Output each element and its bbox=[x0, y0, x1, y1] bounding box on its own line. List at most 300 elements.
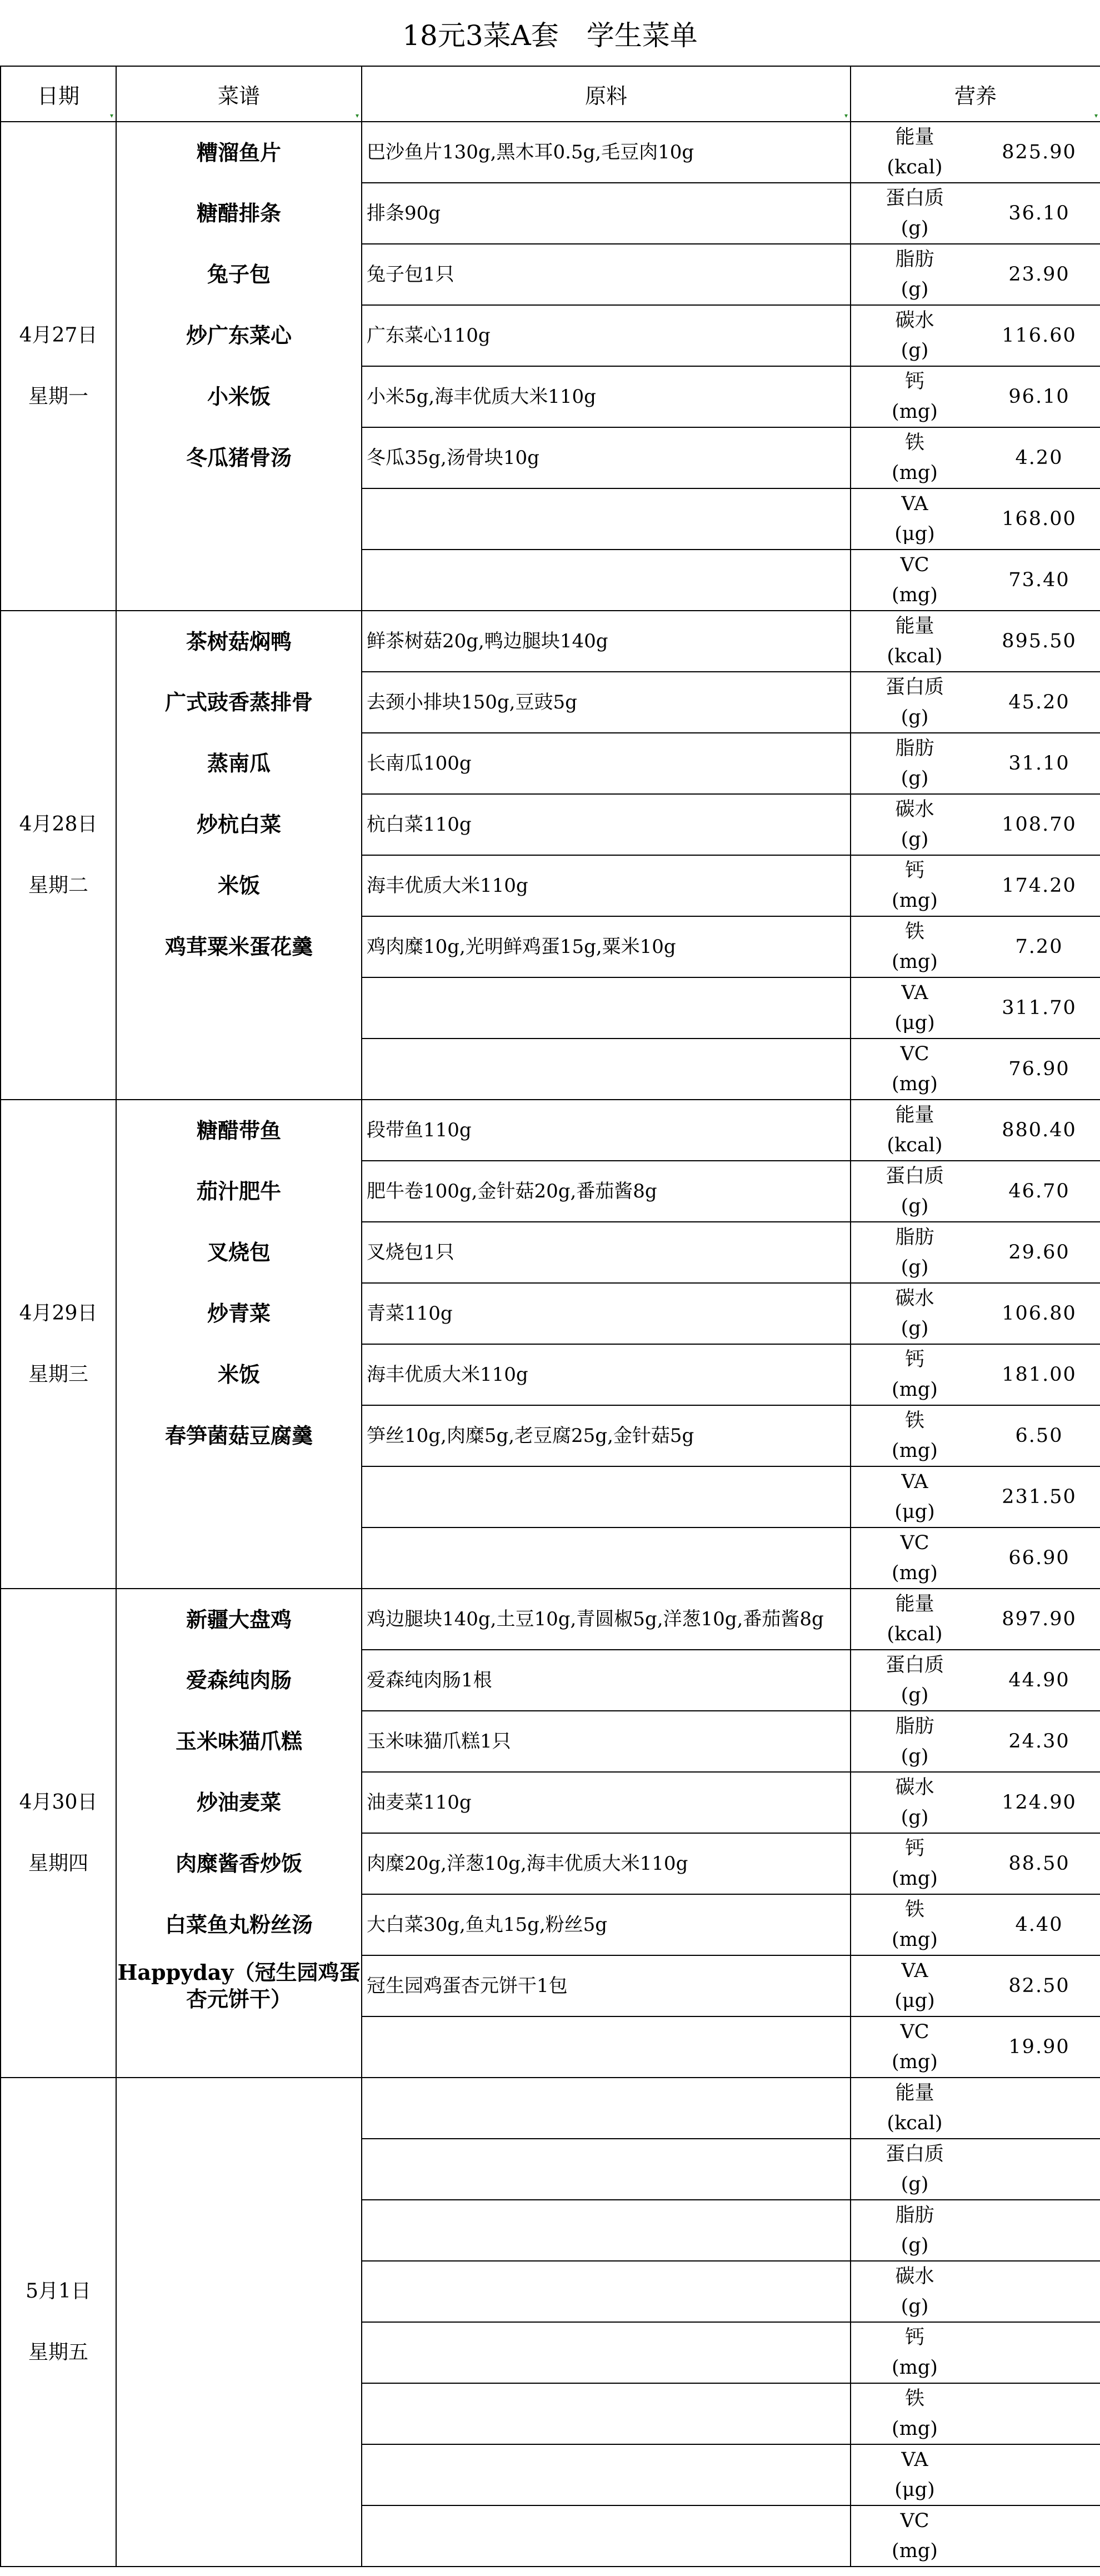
ingredient-cell[interactable]: 笋丝10g,肉糜5g,老豆腐25g,金针菇5g bbox=[362, 1405, 851, 1466]
nutrient-name: VA bbox=[901, 2449, 928, 2471]
ingredient-cell[interactable]: 油麦菜110g bbox=[362, 1772, 851, 1833]
nutrient-name: 能量 bbox=[895, 1104, 934, 1126]
weekday-label: 星期二 bbox=[28, 874, 88, 897]
nutrient-name: VA bbox=[901, 1471, 928, 1493]
nutrient-unit: (g) bbox=[901, 1745, 929, 1768]
nutrient-label-cell[interactable] bbox=[851, 2505, 978, 2567]
table-row bbox=[1, 1833, 1100, 1894]
nutrient-value-cell[interactable]: 76.90 bbox=[978, 1039, 1100, 1100]
ingredient-cell[interactable] bbox=[362, 2200, 851, 2261]
nutrient-value-cell[interactable]: 66.90 bbox=[978, 1527, 1100, 1589]
nutrient-value-cell[interactable]: 108.70 bbox=[978, 794, 1100, 855]
nutrient-name: 铁 bbox=[904, 2388, 924, 2410]
table-row bbox=[1, 1283, 1100, 1344]
table-row bbox=[1, 1405, 1100, 1466]
dish-cell[interactable]: 白菜鱼丸粉丝汤 bbox=[116, 1894, 362, 1955]
table-row bbox=[1, 305, 1100, 366]
nutrient-unit: (kcal) bbox=[887, 1623, 943, 1645]
nutrient-value-cell[interactable]: 44.90 bbox=[978, 1650, 1100, 1711]
ingredient-cell[interactable] bbox=[362, 977, 851, 1039]
nutrient-value-cell[interactable]: 168.00 bbox=[978, 488, 1100, 550]
nutrient-label-cell[interactable] bbox=[851, 2322, 978, 2383]
nutrient-value-cell[interactable] bbox=[978, 2078, 1100, 2139]
date-cell[interactable] bbox=[1, 1589, 116, 2078]
nutrient-name: VA bbox=[901, 982, 928, 1004]
ingredient-cell[interactable] bbox=[362, 2383, 851, 2444]
ingredient-cell[interactable]: 鸡边腿块140g,土豆10g,青圆椒5g,洋葱10g,番茄酱8g bbox=[362, 1589, 851, 1650]
nutrient-name: 脂肪 bbox=[895, 1226, 934, 1249]
nutrient-value-cell[interactable]: 116.60 bbox=[978, 305, 1100, 366]
table-row bbox=[1, 2322, 1100, 2383]
nutrient-label-cell[interactable] bbox=[851, 2016, 978, 2078]
dish-cell[interactable]: 炒油麦菜 bbox=[116, 1772, 362, 1833]
table-row bbox=[1, 672, 1100, 733]
nutrient-name: 铁 bbox=[904, 1410, 924, 1432]
dish-cell[interactable]: 小米饭 bbox=[116, 366, 362, 427]
nutrient-label-cell[interactable] bbox=[851, 611, 978, 672]
ingredient-cell[interactable]: 玉米味猫爪糕1只 bbox=[362, 1711, 851, 1772]
weekday-label: 星期五 bbox=[28, 2341, 88, 2364]
nutrient-label-cell[interactable] bbox=[851, 1161, 978, 1222]
ingredient-cell[interactable] bbox=[362, 488, 851, 550]
ingredient-cell[interactable]: 叉烧包1只 bbox=[362, 1222, 851, 1283]
nutrient-value-cell[interactable]: 29.60 bbox=[978, 1222, 1100, 1283]
ingredient-cell[interactable] bbox=[362, 2505, 851, 2567]
ingredient-cell[interactable] bbox=[362, 1466, 851, 1527]
nutrient-name: 碳水 bbox=[895, 309, 934, 332]
filter-dropdown-icon[interactable]: ▾ bbox=[844, 112, 848, 119]
nutrient-name: 碳水 bbox=[895, 798, 934, 821]
dish-cell[interactable]: 糖醋排条 bbox=[116, 183, 362, 244]
nutrient-unit: (kcal) bbox=[887, 156, 943, 178]
nutrient-label-cell[interactable] bbox=[851, 1589, 978, 1650]
nutrient-value-cell[interactable]: 181.00 bbox=[978, 1344, 1100, 1405]
nutrient-name: VC bbox=[900, 2021, 929, 2043]
table-row bbox=[1, 244, 1100, 305]
nutrient-label-cell[interactable] bbox=[851, 1955, 978, 2016]
nutrient-name: 铁 bbox=[904, 921, 924, 943]
nutrient-value-cell[interactable] bbox=[978, 2444, 1100, 2505]
dish-cell[interactable]: 炒青菜 bbox=[116, 1283, 362, 1344]
nutrient-label-cell[interactable] bbox=[851, 1222, 978, 1283]
nutrient-value-cell[interactable]: 36.10 bbox=[978, 183, 1100, 244]
nutrient-unit: (g) bbox=[901, 767, 929, 790]
nutrient-unit: (mg) bbox=[892, 1073, 938, 1095]
nutrient-name: 脂肪 bbox=[895, 737, 934, 760]
date-cell[interactable] bbox=[1, 2078, 116, 2567]
nutrient-unit: (g) bbox=[901, 1317, 929, 1340]
ingredient-cell[interactable] bbox=[362, 2261, 851, 2322]
nutrient-name: 蛋白质 bbox=[885, 1654, 944, 1676]
nutrient-label-cell[interactable] bbox=[851, 794, 978, 855]
nutrient-label-cell[interactable] bbox=[851, 977, 978, 1039]
dish-cell[interactable] bbox=[116, 2444, 362, 2505]
nutrient-value-cell[interactable]: 96.10 bbox=[978, 366, 1100, 427]
nutrient-value-cell[interactable]: 124.90 bbox=[978, 1772, 1100, 1833]
nutrient-unit: (μg) bbox=[894, 1501, 935, 1523]
nutrient-label-cell[interactable] bbox=[851, 1650, 978, 1711]
ingredient-cell[interactable]: 兔子包1只 bbox=[362, 244, 851, 305]
dish-cell[interactable]: 鸡茸粟米蛋花羹 bbox=[116, 916, 362, 977]
ingredient-cell[interactable]: 海丰优质大米110g bbox=[362, 1344, 851, 1405]
nutrient-label-cell[interactable] bbox=[851, 733, 978, 794]
nutrient-unit: (g) bbox=[901, 828, 929, 851]
nutrient-name: 碳水 bbox=[895, 1287, 934, 1310]
ingredient-cell[interactable] bbox=[362, 2139, 851, 2200]
dish-cell[interactable] bbox=[116, 488, 362, 550]
nutrient-label-cell[interactable] bbox=[851, 427, 978, 488]
menu-table bbox=[0, 66, 1100, 2567]
dish-cell[interactable]: 茶树菇焖鸭 bbox=[116, 611, 362, 672]
table-row bbox=[1, 2016, 1100, 2078]
nutrient-value-cell[interactable]: 174.20 bbox=[978, 855, 1100, 916]
nutrient-name: 能量 bbox=[895, 1593, 934, 1615]
dish-cell[interactable] bbox=[116, 2505, 362, 2567]
dish-cell[interactable]: 冬瓜猪骨汤 bbox=[116, 427, 362, 488]
nutrient-unit: (mg) bbox=[892, 951, 938, 973]
nutrient-label-cell[interactable] bbox=[851, 305, 978, 366]
nutrient-unit: (mg) bbox=[892, 462, 938, 484]
ingredient-cell[interactable] bbox=[362, 2322, 851, 2383]
nutrient-label-cell[interactable] bbox=[851, 122, 978, 183]
nutrient-unit: (μg) bbox=[894, 1990, 935, 2012]
dish-cell[interactable]: 爱森纯肉肠 bbox=[116, 1650, 362, 1711]
nutrient-label-cell[interactable] bbox=[851, 1894, 978, 1955]
ingredient-cell[interactable]: 小米5g,海丰优质大米110g bbox=[362, 366, 851, 427]
ingredient-cell[interactable]: 排条90g bbox=[362, 183, 851, 244]
nutrient-unit: (g) bbox=[901, 1806, 929, 1829]
dish-cell[interactable]: 茄汁肥牛 bbox=[116, 1161, 362, 1222]
nutrient-label-cell[interactable] bbox=[851, 1833, 978, 1894]
nutrient-label-cell[interactable] bbox=[851, 183, 978, 244]
dish-cell[interactable] bbox=[116, 2078, 362, 2139]
header-ingredients[interactable] bbox=[362, 66, 851, 122]
nutrient-value-cell[interactable] bbox=[978, 2383, 1100, 2444]
ingredient-cell[interactable] bbox=[362, 1039, 851, 1100]
dish-cell[interactable]: 玉米味猫爪糕 bbox=[116, 1711, 362, 1772]
table-row bbox=[1, 488, 1100, 550]
nutrient-label-cell[interactable] bbox=[851, 855, 978, 916]
nutrient-label-cell[interactable] bbox=[851, 550, 978, 611]
nutrient-name: 蛋白质 bbox=[885, 676, 944, 698]
ingredient-cell[interactable]: 青菜110g bbox=[362, 1283, 851, 1344]
nutrient-label-cell[interactable] bbox=[851, 244, 978, 305]
ingredient-cell[interactable]: 冬瓜35g,汤骨块10g bbox=[362, 427, 851, 488]
nutrient-label-cell[interactable] bbox=[851, 2078, 978, 2139]
table-row bbox=[1, 2139, 1100, 2200]
nutrient-value-cell[interactable]: 825.90 bbox=[978, 122, 1100, 183]
dish-cell[interactable] bbox=[116, 1466, 362, 1527]
table-row bbox=[1, 794, 1100, 855]
dish-cell[interactable]: 米饭 bbox=[116, 1344, 362, 1405]
table-row bbox=[1, 1955, 1100, 2016]
dish-cell[interactable] bbox=[116, 2261, 362, 2322]
ingredient-cell[interactable]: 冠生园鸡蛋杏元饼干1包 bbox=[362, 1955, 851, 2016]
nutrient-value-cell[interactable]: 106.80 bbox=[978, 1283, 1100, 1344]
nutrient-label-cell[interactable] bbox=[851, 916, 978, 977]
ingredient-cell[interactable] bbox=[362, 2078, 851, 2139]
nutrient-name: 脂肪 bbox=[895, 2204, 934, 2226]
nutrient-name: 能量 bbox=[895, 615, 934, 637]
nutrient-value-cell[interactable]: 46.70 bbox=[978, 1161, 1100, 1222]
date-label: 4月30日 bbox=[19, 1791, 98, 1814]
nutrient-name: 碳水 bbox=[895, 2265, 934, 2288]
nutrient-label-cell[interactable] bbox=[851, 1711, 978, 1772]
page-title: 18元3菜A套 学生菜单 bbox=[402, 19, 698, 52]
nutrient-unit: (μg) bbox=[894, 1012, 935, 1034]
table-row bbox=[1, 611, 1100, 672]
nutrient-unit: (mg) bbox=[892, 1379, 938, 1401]
dish-cell[interactable] bbox=[116, 977, 362, 1039]
header-nutrition[interactable] bbox=[851, 66, 1100, 122]
weekday-label: 星期四 bbox=[28, 1852, 88, 1875]
dish-cell[interactable] bbox=[116, 2139, 362, 2200]
ingredient-cell[interactable]: 广东菜心110g bbox=[362, 305, 851, 366]
nutrient-value-cell[interactable] bbox=[978, 2200, 1100, 2261]
nutrient-label-cell[interactable] bbox=[851, 1527, 978, 1589]
table-row bbox=[1, 1894, 1100, 1955]
nutrient-name: 蛋白质 bbox=[885, 187, 944, 209]
table-row bbox=[1, 1772, 1100, 1833]
nutrient-label-cell[interactable] bbox=[851, 2139, 978, 2200]
nutrient-name: 能量 bbox=[895, 2082, 934, 2104]
nutrient-unit: (mg) bbox=[892, 1929, 938, 1951]
nutrient-label-cell[interactable] bbox=[851, 2383, 978, 2444]
table-row bbox=[1, 2078, 1100, 2139]
table-row bbox=[1, 1100, 1100, 1161]
nutrient-name: 钙 bbox=[904, 2327, 924, 2349]
ingredient-cell[interactable]: 肉糜20g,洋葱10g,海丰优质大米110g bbox=[362, 1833, 851, 1894]
table-row bbox=[1, 916, 1100, 977]
nutrient-unit: (g) bbox=[901, 2173, 929, 2195]
header-dish-label: 菜谱 bbox=[217, 83, 260, 108]
table-row bbox=[1, 733, 1100, 794]
nutrient-unit: (mg) bbox=[892, 2540, 938, 2562]
ingredient-cell[interactable] bbox=[362, 1527, 851, 1589]
table-row bbox=[1, 1527, 1100, 1589]
weekday-label: 星期三 bbox=[28, 1363, 88, 1386]
dish-cell[interactable] bbox=[116, 550, 362, 611]
table-row bbox=[1, 855, 1100, 916]
nutrient-unit: (g) bbox=[901, 706, 929, 728]
nutrient-value-cell[interactable]: 31.10 bbox=[978, 733, 1100, 794]
nutrient-name: 脂肪 bbox=[895, 248, 934, 271]
dish-cell[interactable]: 蒸南瓜 bbox=[116, 733, 362, 794]
nutrient-name: 铁 bbox=[904, 1899, 924, 1921]
ingredient-cell[interactable] bbox=[362, 2444, 851, 2505]
nutrient-unit: (mg) bbox=[892, 1868, 938, 1890]
nutrient-label-cell[interactable] bbox=[851, 1466, 978, 1527]
nutrient-value-cell[interactable]: 82.50 bbox=[978, 1955, 1100, 2016]
nutrient-value-cell[interactable] bbox=[978, 2261, 1100, 2322]
nutrient-value-cell[interactable] bbox=[978, 2322, 1100, 2383]
date-label: 4月28日 bbox=[19, 813, 98, 836]
nutrient-name: 能量 bbox=[895, 126, 934, 148]
nutrient-value-cell[interactable]: 88.50 bbox=[978, 1833, 1100, 1894]
table-row bbox=[1, 977, 1100, 1039]
nutrient-name: VA bbox=[901, 1960, 928, 1982]
nutrient-label-cell[interactable] bbox=[851, 1344, 978, 1405]
date-cell[interactable] bbox=[1, 1100, 116, 1589]
ingredient-cell[interactable] bbox=[362, 2016, 851, 2078]
nutrient-unit: (g) bbox=[901, 1256, 929, 1279]
nutrient-unit: (mg) bbox=[892, 1440, 938, 1462]
dish-cell[interactable] bbox=[116, 2322, 362, 2383]
nutrient-name: 脂肪 bbox=[895, 1715, 934, 1738]
dish-cell[interactable]: 春笋菌菇豆腐羹 bbox=[116, 1405, 362, 1466]
table-row bbox=[1, 1039, 1100, 1100]
table-row bbox=[1, 2444, 1100, 2505]
ingredient-cell[interactable]: 杭白菜110g bbox=[362, 794, 851, 855]
dish-cell[interactable] bbox=[116, 1039, 362, 1100]
nutrient-unit: (kcal) bbox=[887, 645, 943, 667]
ingredient-cell[interactable]: 巴沙鱼片130g,黑木耳0.5g,毛豆肉10g bbox=[362, 122, 851, 183]
nutrient-label-cell[interactable] bbox=[851, 2444, 978, 2505]
ingredient-cell[interactable]: 大白菜30g,鱼丸15g,粉丝5g bbox=[362, 1894, 851, 1955]
nutrient-unit: (g) bbox=[901, 1195, 929, 1217]
nutrient-value-cell[interactable]: 24.30 bbox=[978, 1711, 1100, 1772]
nutrient-unit: (μg) bbox=[894, 523, 935, 545]
nutrient-value-cell[interactable]: 73.40 bbox=[978, 550, 1100, 611]
nutrient-label-cell[interactable] bbox=[851, 1039, 978, 1100]
filter-dropdown-icon[interactable]: ▾ bbox=[355, 112, 359, 119]
nutrient-unit: (g) bbox=[901, 1684, 929, 1706]
header-date-label: 日期 bbox=[37, 83, 79, 108]
nutrient-label-cell[interactable] bbox=[851, 1405, 978, 1466]
ingredient-cell[interactable]: 段带鱼110g bbox=[362, 1100, 851, 1161]
nutrient-value-cell[interactable]: 311.70 bbox=[978, 977, 1100, 1039]
nutrient-name: VC bbox=[900, 1532, 929, 1554]
nutrient-name: 钙 bbox=[904, 1349, 924, 1371]
nutrient-label-cell[interactable] bbox=[851, 366, 978, 427]
table-row bbox=[1, 183, 1100, 244]
table-row bbox=[1, 2261, 1100, 2322]
header-row bbox=[1, 66, 1100, 122]
nutrient-value-cell[interactable]: 23.90 bbox=[978, 244, 1100, 305]
nutrient-name: 蛋白质 bbox=[885, 1165, 944, 1187]
ingredient-cell[interactable]: 鲜茶树菇20g,鸭边腿块140g bbox=[362, 611, 851, 672]
nutrient-value-cell[interactable] bbox=[978, 2505, 1100, 2567]
menu-body bbox=[1, 122, 1100, 2567]
nutrient-value-cell[interactable]: 7.20 bbox=[978, 916, 1100, 977]
dish-cell[interactable]: Happyday（冠生园鸡蛋杏元饼干） bbox=[116, 1955, 362, 2016]
nutrient-name: 碳水 bbox=[895, 1776, 934, 1799]
dish-cell[interactable]: 新疆大盘鸡 bbox=[116, 1589, 362, 1650]
ingredient-cell[interactable] bbox=[362, 550, 851, 611]
dish-cell[interactable] bbox=[116, 1527, 362, 1589]
nutrient-unit: (g) bbox=[901, 2234, 929, 2257]
nutrient-name: 蛋白质 bbox=[885, 2143, 944, 2165]
table-row bbox=[1, 2383, 1100, 2444]
date-cell[interactable] bbox=[1, 611, 116, 1100]
nutrient-unit: (kcal) bbox=[887, 1134, 943, 1156]
ingredient-cell[interactable]: 鸡肉糜10g,光明鲜鸡蛋15g,粟米10g bbox=[362, 916, 851, 977]
nutrient-value-cell[interactable]: 19.90 bbox=[978, 2016, 1100, 2078]
nutrient-label-cell[interactable] bbox=[851, 2261, 978, 2322]
nutrient-label-cell[interactable] bbox=[851, 672, 978, 733]
nutrient-value-cell[interactable] bbox=[978, 2139, 1100, 2200]
nutrient-unit: (mg) bbox=[892, 401, 938, 423]
table-row bbox=[1, 1711, 1100, 1772]
table-row bbox=[1, 366, 1100, 427]
dish-cell[interactable]: 糟溜鱼片 bbox=[116, 122, 362, 183]
nutrient-label-cell[interactable] bbox=[851, 1100, 978, 1161]
nutrient-unit: (mg) bbox=[892, 1562, 938, 1584]
nutrient-value-cell[interactable]: 4.40 bbox=[978, 1894, 1100, 1955]
table-row bbox=[1, 2505, 1100, 2567]
weekday-label: 星期一 bbox=[28, 385, 88, 408]
ingredient-cell[interactable]: 海丰优质大米110g bbox=[362, 855, 851, 916]
dish-cell[interactable] bbox=[116, 2200, 362, 2261]
nutrient-unit: (mg) bbox=[892, 2357, 938, 2379]
nutrient-value-cell[interactable]: 895.50 bbox=[978, 611, 1100, 672]
header-date[interactable] bbox=[1, 66, 116, 122]
nutrient-value-cell[interactable]: 45.20 bbox=[978, 672, 1100, 733]
nutrient-unit: (mg) bbox=[892, 2418, 938, 2440]
nutrient-value-cell[interactable]: 880.40 bbox=[978, 1100, 1100, 1161]
nutrient-label-cell[interactable] bbox=[851, 488, 978, 550]
nutrient-name: 钙 bbox=[904, 371, 924, 393]
nutrient-value-cell[interactable]: 4.20 bbox=[978, 427, 1100, 488]
dish-cell[interactable]: 糖醋带鱼 bbox=[116, 1100, 362, 1161]
date-label: 4月27日 bbox=[19, 324, 98, 347]
nutrient-unit: (kcal) bbox=[887, 2112, 943, 2134]
nutrient-name: VA bbox=[901, 493, 928, 515]
table-row bbox=[1, 1222, 1100, 1283]
dish-cell[interactable]: 炒广东菜心 bbox=[116, 305, 362, 366]
nutrient-unit: (μg) bbox=[894, 2479, 935, 2501]
nutrient-label-cell[interactable] bbox=[851, 1772, 978, 1833]
ingredient-cell[interactable]: 肥牛卷100g,金针菇20g,番茄酱8g bbox=[362, 1161, 851, 1222]
table-row bbox=[1, 1650, 1100, 1711]
filter-dropdown-icon[interactable]: ▾ bbox=[109, 112, 113, 119]
nutrient-name: 钙 bbox=[904, 1838, 924, 1860]
dish-cell[interactable]: 肉糜酱香炒饭 bbox=[116, 1833, 362, 1894]
dish-cell[interactable]: 叉烧包 bbox=[116, 1222, 362, 1283]
header-nutrition-label: 营养 bbox=[954, 83, 997, 108]
dish-cell[interactable]: 兔子包 bbox=[116, 244, 362, 305]
filter-dropdown-icon[interactable]: ▾ bbox=[1094, 112, 1098, 119]
date-label: 4月29日 bbox=[19, 1302, 98, 1325]
nutrient-label-cell[interactable] bbox=[851, 2200, 978, 2261]
nutrient-unit: (mg) bbox=[892, 890, 938, 912]
dish-cell[interactable]: 炒杭白菜 bbox=[116, 794, 362, 855]
nutrient-unit: (mg) bbox=[892, 584, 938, 606]
table-row bbox=[1, 1161, 1100, 1222]
dish-cell[interactable]: 米饭 bbox=[116, 855, 362, 916]
nutrient-name: VC bbox=[900, 2510, 929, 2532]
nutrient-name: VC bbox=[900, 554, 929, 576]
ingredient-cell[interactable]: 爱森纯肉肠1根 bbox=[362, 1650, 851, 1711]
nutrient-value-cell[interactable]: 6.50 bbox=[978, 1405, 1100, 1466]
date-cell[interactable] bbox=[1, 122, 116, 611]
header-dish[interactable] bbox=[116, 66, 362, 122]
dish-cell[interactable] bbox=[116, 2016, 362, 2078]
nutrient-name: VC bbox=[900, 1043, 929, 1065]
dish-cell[interactable] bbox=[116, 2383, 362, 2444]
dish-cell[interactable]: 广式豉香蒸排骨 bbox=[116, 672, 362, 733]
table-row bbox=[1, 427, 1100, 488]
nutrient-unit: (g) bbox=[901, 217, 929, 239]
nutrient-value-cell[interactable]: 231.50 bbox=[978, 1466, 1100, 1527]
header-ingredients-label: 原料 bbox=[584, 83, 627, 108]
ingredient-cell[interactable]: 长南瓜100g bbox=[362, 733, 851, 794]
date-label: 5月1日 bbox=[26, 2280, 91, 2303]
nutrient-label-cell[interactable] bbox=[851, 1283, 978, 1344]
nutrient-name: 钙 bbox=[904, 860, 924, 882]
nutrient-value-cell[interactable]: 897.90 bbox=[978, 1589, 1100, 1650]
ingredient-cell[interactable]: 去颈小排块150g,豆豉5g bbox=[362, 672, 851, 733]
